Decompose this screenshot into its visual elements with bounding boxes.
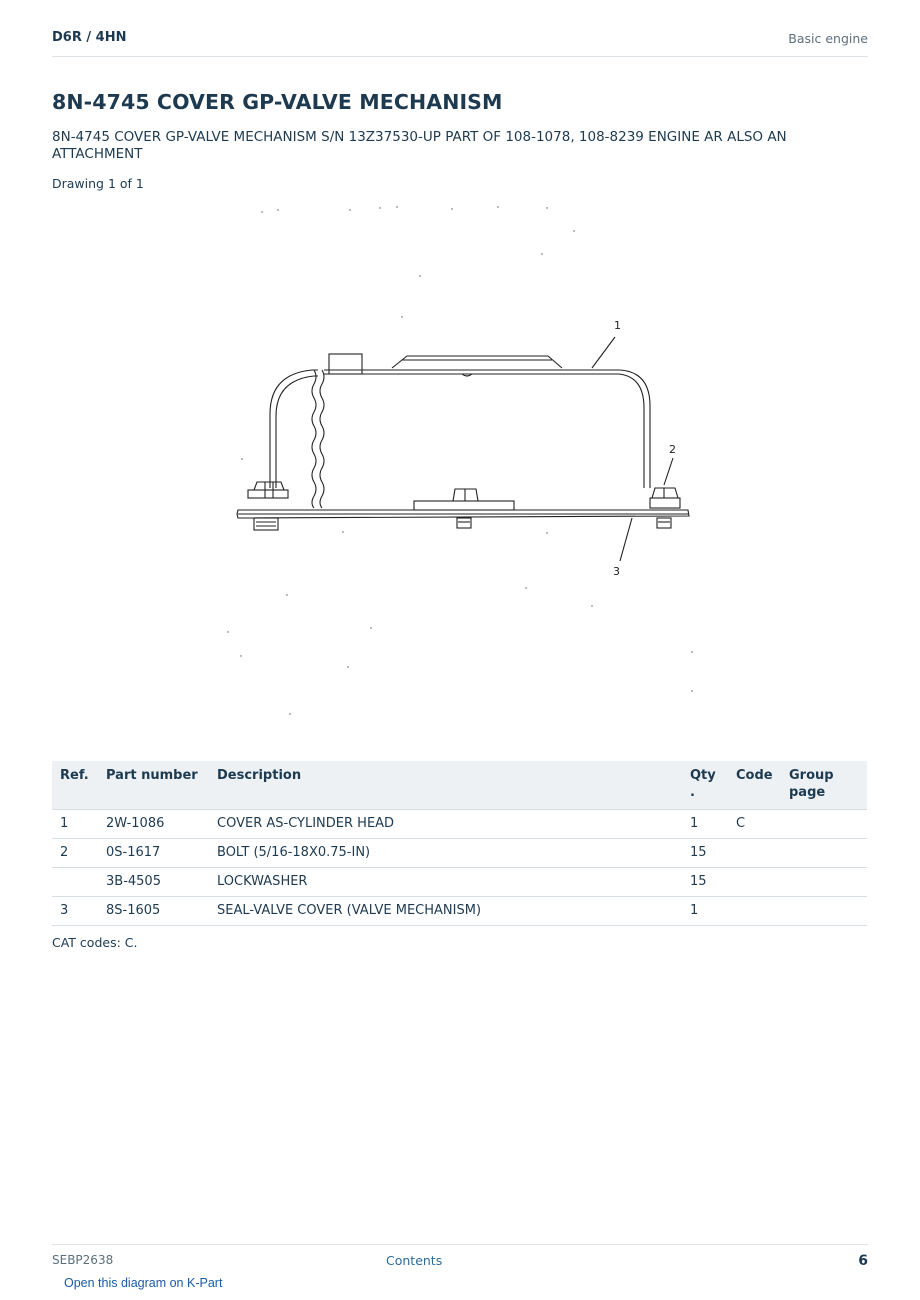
- header-ref: Ref.: [52, 761, 98, 810]
- callout-2[interactable]: 2: [669, 443, 676, 456]
- document-id: SEBP2638: [52, 1253, 114, 1267]
- kpart-diagram-link[interactable]: Open this diagram on K-Part: [64, 1276, 223, 1290]
- table-row: [52, 897, 867, 926]
- cell-qty: 1: [682, 810, 728, 839]
- page-subtitle: 8N-4745 COVER GP-VALVE MECHANISM S/N 13Z37530-UP PART OF 108-1078, 108-8239 ENGINE AR ALSO AN ATTACHMENT: [52, 129, 787, 162]
- cell-ref: 3: [52, 897, 98, 926]
- cell-description: COVER AS-CYLINDER HEAD: [209, 810, 682, 839]
- cell-ref: 1: [52, 810, 98, 839]
- table-header-row: [52, 761, 867, 810]
- table-row: [52, 868, 867, 897]
- contents-link[interactable]: Contents: [386, 1253, 443, 1268]
- cell-description: LOCKWASHER: [209, 868, 682, 897]
- cell-ref: 2: [52, 839, 98, 868]
- parts-table: [52, 761, 867, 926]
- valve-cover-drawing: [52, 196, 868, 746]
- header-part-number: Part number: [98, 761, 209, 810]
- cell-qty: 15: [682, 868, 728, 897]
- cell-code: [728, 868, 781, 897]
- page-title: 8N-4745 COVER GP-VALVE MECHANISM: [52, 90, 503, 114]
- header-qty: Qty .: [682, 761, 728, 810]
- page-footer: [52, 1244, 868, 1275]
- cat-codes-note: CAT codes: C.: [52, 935, 138, 950]
- cell-group-page: [781, 868, 867, 897]
- cell-group-page: [781, 839, 867, 868]
- cell-part-number: 8S-1605: [98, 897, 209, 926]
- cell-qty: 1: [682, 897, 728, 926]
- drawing-count: Drawing 1 of 1: [52, 176, 144, 191]
- cell-code: C: [728, 810, 781, 839]
- table-row: [52, 810, 867, 839]
- cell-group-page: [781, 810, 867, 839]
- breadcrumb: D6R / 4HN: [52, 30, 127, 45]
- page-header: [52, 28, 868, 57]
- cell-part-number: 3B-4505: [98, 868, 209, 897]
- cell-code: [728, 839, 781, 868]
- cell-part-number: 2W-1086: [98, 810, 209, 839]
- page-number: 6: [858, 1253, 868, 1269]
- section-name: Basic engine: [788, 31, 868, 46]
- table-row: [52, 839, 867, 868]
- callout-3[interactable]: 3: [613, 565, 620, 578]
- cell-description: BOLT (5/16-18X0.75-IN): [209, 839, 682, 868]
- parts-diagram[interactable]: [52, 196, 868, 746]
- header-description: Description: [209, 761, 682, 810]
- header-group-page: Group page: [781, 761, 867, 810]
- callout-1[interactable]: 1: [614, 319, 621, 332]
- cell-part-number: 0S-1617: [98, 839, 209, 868]
- cell-qty: 15: [682, 839, 728, 868]
- cell-code: [728, 897, 781, 926]
- cell-ref: [52, 868, 98, 897]
- cell-description: SEAL-VALVE COVER (VALVE MECHANISM): [209, 897, 682, 926]
- cell-group-page: [781, 897, 867, 926]
- header-code: Code: [728, 761, 781, 810]
